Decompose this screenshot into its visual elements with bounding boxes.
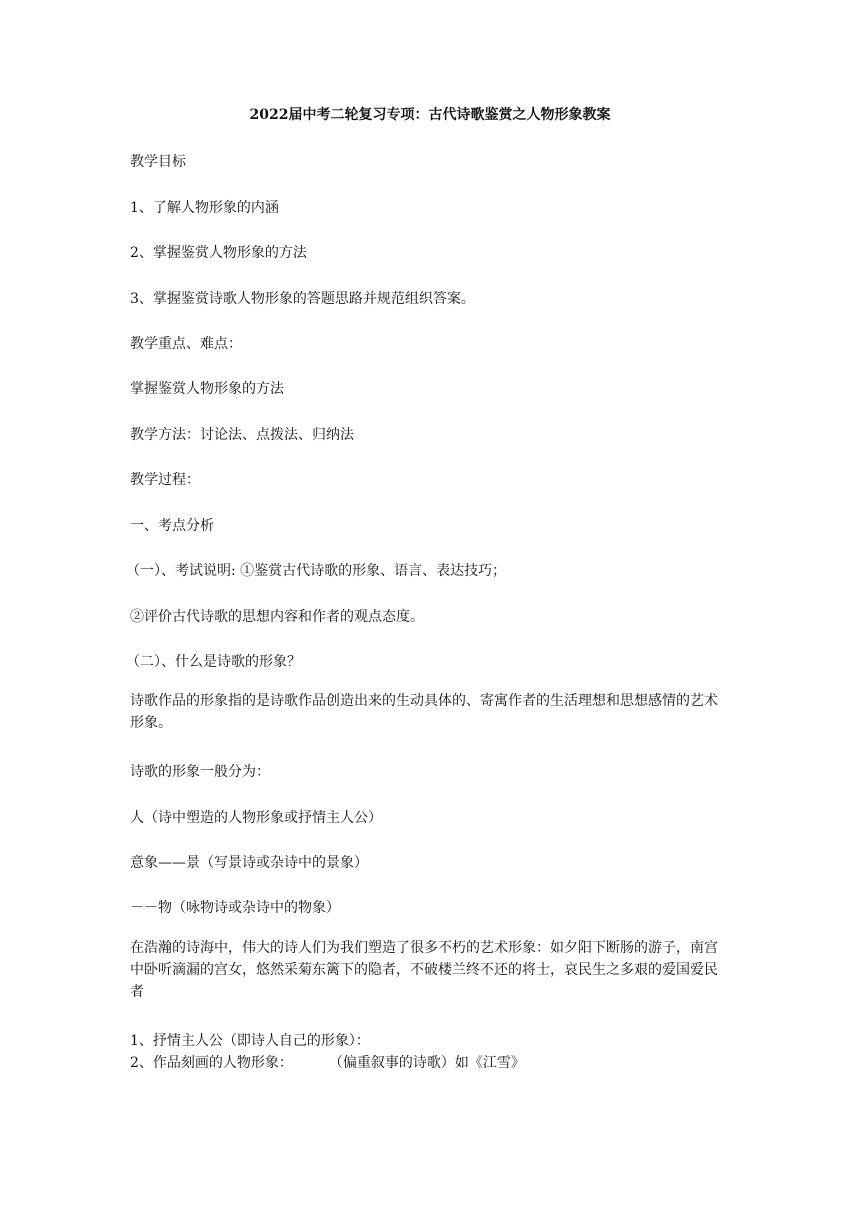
paragraph: 意象——景（写景诗或杂诗中的景象） — [130, 855, 368, 871]
paragraph: －－物（咏物诗或杂诗中的物象） — [130, 900, 340, 916]
paragraph: 掌握鉴赏人物形象的方法 — [130, 381, 284, 397]
objective-item: 1、了解人物形象的内涵 — [130, 200, 279, 216]
paragraph-label: 2、作品刻画的人物形象： — [130, 1055, 293, 1071]
paragraph: 在浩瀚的诗海中，伟大的诗人们为我们塑造了很多不朽的艺术形象：如夕阳下断肠的游子，南宫中卧听滴漏的宫女，悠然采菊东篱下的隐者，不破楼兰终不还的将士，哀民生之多艰的爱国爱民者 — [130, 940, 718, 1000]
paragraph-detail: （偏重叙事的诗歌）如《江雪》 — [328, 1055, 525, 1071]
objective-item: 2、掌握鉴赏人物形象的方法 — [130, 245, 307, 261]
paragraph: 诗歌作品的形象指的是诗歌作品创造出来的生动具体的、寄寓作者的生活理想和思想感情的艺术形象。 — [130, 693, 718, 731]
section-heading-process: 教学过程： — [130, 472, 200, 488]
teaching-methods: 教学方法：讨论法、点拨法、归纳法 — [130, 427, 354, 443]
paragraph: 诗歌的形象一般分为： — [130, 764, 270, 780]
paragraph: 1、抒情主人公（即诗人自己的形象）： — [130, 1033, 370, 1049]
document-title: 2022届中考二轮复习专项：古代诗歌鉴赏之人物形象教案 — [249, 107, 611, 123]
paragraph: （二）、什么是诗歌的形象？ — [126, 654, 301, 670]
subsection-heading: 一、考点分析 — [130, 518, 214, 534]
objective-item: 3、掌握鉴赏诗歌人物形象的答题思路并规范组织答案。 — [130, 291, 475, 307]
section-heading-objectives: 教学目标 — [130, 154, 186, 170]
paragraph: （一）、考试说明: ①鉴赏古代诗歌的形象、语言、表达技巧； — [126, 563, 507, 579]
paragraph: 人（诗中塑造的人物形象或抒情主人公） — [130, 810, 382, 826]
paragraph: ②评价古代诗歌的思想内容和作者的观点态度。 — [130, 609, 424, 625]
paragraph — [130, 1052, 730, 1074]
section-heading-key-points: 教学重点、难点： — [130, 336, 242, 352]
